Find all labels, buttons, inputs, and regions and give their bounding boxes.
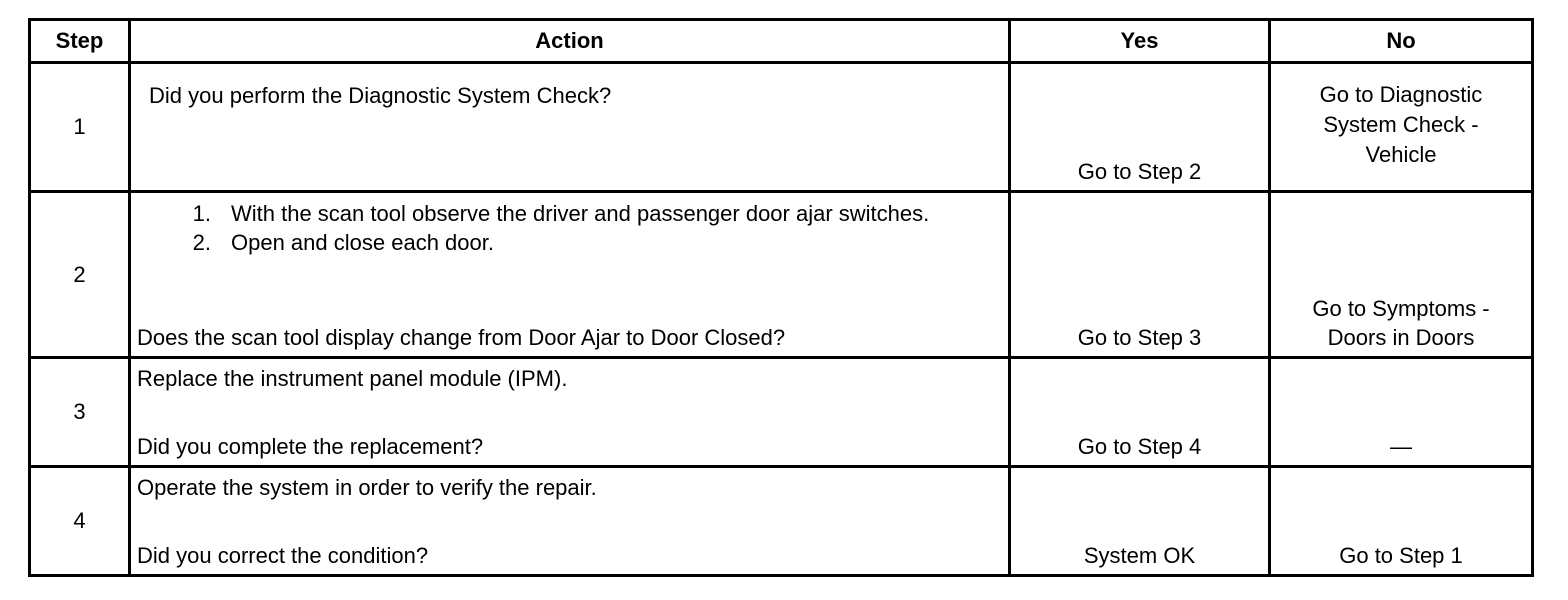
- header-no: No: [1270, 20, 1533, 63]
- header-action: Action: [130, 20, 1010, 63]
- step-cell: [30, 358, 130, 467]
- table-row: [30, 192, 1533, 358]
- step-number: 1: [73, 114, 86, 139]
- list-item-text: Open and close each door.: [231, 230, 494, 255]
- yes-cell: [1010, 192, 1270, 358]
- step-number: 2: [73, 261, 86, 287]
- no-result: Go to Step 1: [1339, 543, 1463, 568]
- action-text: Operate the system in order to verify the repair.: [137, 475, 597, 500]
- action-cell: [130, 358, 1010, 467]
- step-number: 4: [73, 508, 86, 533]
- diagnostic-table: [28, 18, 1534, 577]
- step-cell: [30, 467, 130, 576]
- no-result-line: Vehicle: [1365, 142, 1437, 167]
- list-item-number: 1.: [192, 201, 211, 226]
- yes-cell: [1010, 467, 1270, 576]
- action-question: Did you complete the replacement?: [137, 434, 484, 459]
- header-row: [30, 20, 1533, 63]
- step-cell: [30, 192, 130, 358]
- yes-cell: [1010, 358, 1270, 467]
- header-yes: Yes: [1010, 20, 1270, 63]
- no-result: —: [1390, 434, 1412, 459]
- yes-cell: [1010, 63, 1270, 192]
- no-result-line: System Check -: [1323, 112, 1479, 137]
- table-row: [30, 467, 1533, 576]
- no-result: [1271, 294, 1531, 352]
- action-steps-list: [137, 199, 931, 257]
- no-result-line: Go to Diagnostic: [1319, 82, 1483, 107]
- header-step: Step: [30, 20, 130, 63]
- list-item: [137, 199, 931, 228]
- yes-result: Go to Step 4: [1077, 434, 1202, 459]
- list-item-text: With the scan tool observe the driver and passenger door ajar switches.: [231, 201, 930, 226]
- no-result-line: Doors in Doors: [1327, 325, 1475, 350]
- no-result-line: Go to Symptoms -: [1312, 296, 1490, 321]
- yes-result: Go to Step 3: [1077, 325, 1202, 350]
- action-cell: [130, 192, 1010, 358]
- no-cell: [1270, 358, 1533, 467]
- yes-result: Go to Step 2: [1077, 159, 1202, 184]
- step-cell: [30, 63, 130, 192]
- list-item: [137, 228, 931, 257]
- no-cell: [1270, 63, 1533, 192]
- no-result: [1271, 80, 1531, 170]
- list-item-number: 2.: [192, 230, 211, 255]
- action-text: Did you perform the Diagnostic System Check?: [149, 83, 612, 108]
- action-question: Did you correct the condition?: [137, 543, 429, 568]
- no-cell: [1270, 467, 1533, 576]
- action-question: Does the scan tool display change from Door Ajar to Door Closed?: [137, 325, 786, 350]
- no-cell: [1270, 192, 1533, 358]
- table-row: [30, 63, 1533, 192]
- table-row: [30, 358, 1533, 467]
- step-number: 3: [73, 399, 86, 424]
- action-cell: [130, 467, 1010, 576]
- action-cell: [130, 63, 1010, 192]
- action-text: Replace the instrument panel module (IPM).: [137, 366, 568, 391]
- yes-result: System OK: [1083, 543, 1196, 568]
